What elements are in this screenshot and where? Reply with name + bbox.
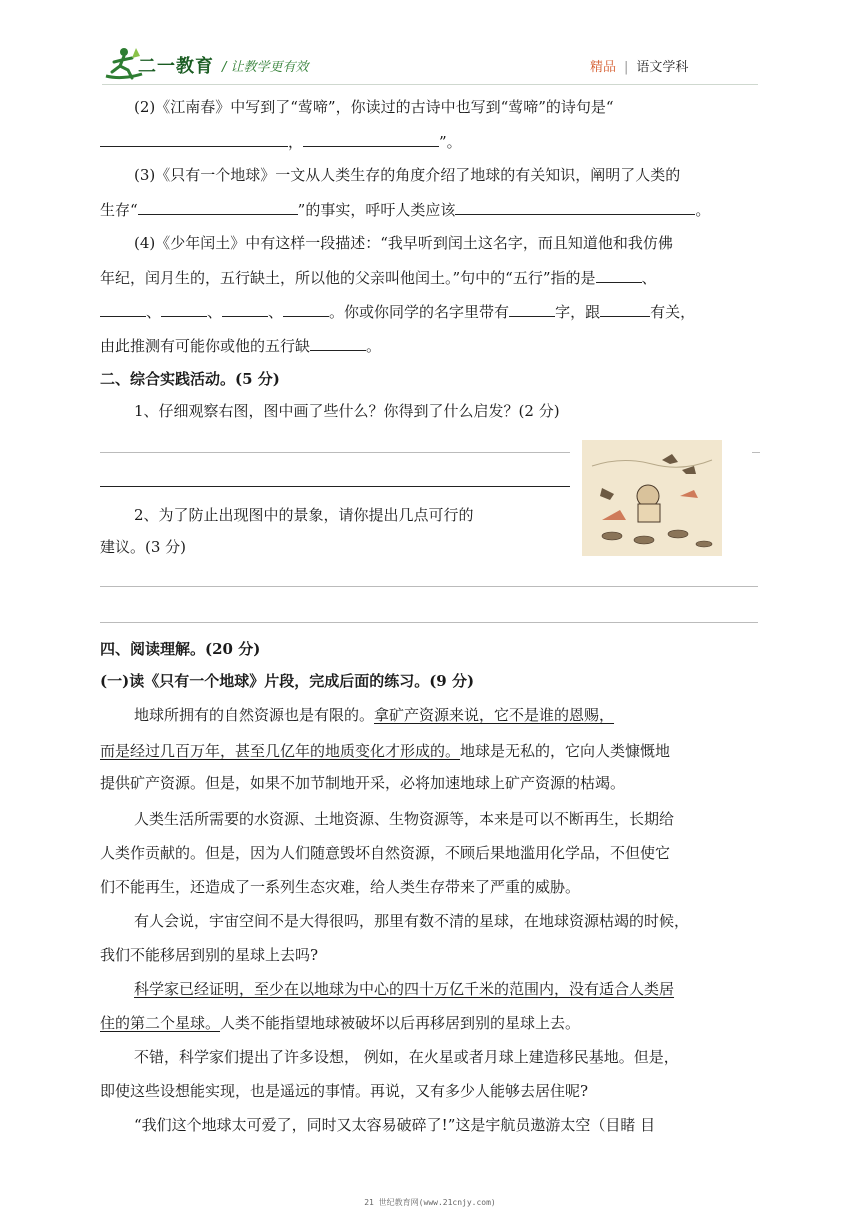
answer-line[interactable] bbox=[100, 486, 570, 487]
brand-label bbox=[590, 56, 688, 75]
passage-p2-line3: 们不能再生，还造成了一系列生态灾难，给人类生存带来了严重的威胁。 bbox=[100, 878, 581, 896]
answer-blank[interactable] bbox=[100, 130, 288, 147]
answer-blank[interactable] bbox=[283, 300, 329, 317]
q2-line2: ， ”。 bbox=[100, 130, 760, 153]
illustration-deforestation-icon bbox=[582, 440, 722, 556]
section2-item2a: 2、为了防止出现图中的景象，请你提出几点可行的 bbox=[134, 506, 474, 524]
q2-line1: (2)《江南春》中写到了“莺啼”，你读过的古诗中也写到“莺啼”的诗句是“ bbox=[134, 98, 614, 116]
underlined-sentence: 住的第二个星球。 bbox=[100, 1014, 221, 1032]
section2-title: 二、综合实践活动。(5 分) bbox=[100, 370, 280, 388]
logo-text: 二一教育 bbox=[138, 56, 214, 77]
answer-blank[interactable] bbox=[509, 300, 555, 317]
q3-line2: 生存“ ”的事实，呼吁人类应该 。 bbox=[100, 198, 760, 221]
passage-p1-line3: 提供矿产资源。但是，如果不加节制地开采，必将加速地球上矿产资源的枯竭。 bbox=[100, 774, 626, 792]
passage-p4-line1 bbox=[100, 978, 760, 1000]
passage-p3-line2: 我们不能移居到别的星球上去吗? bbox=[100, 946, 319, 964]
passage-p5-line1: 不错，科学家们提出了许多设想， 例如，在火星或者月球上建造移民基地。但是， bbox=[134, 1048, 679, 1066]
passage-p1-line2: 而是经过几百万年，甚至几亿年的地质变化才形成的。地球是无私的，它向人类慷慨地 bbox=[100, 742, 671, 760]
answer-line[interactable] bbox=[100, 452, 570, 453]
answer-blank[interactable] bbox=[222, 300, 268, 317]
badge-jingpin: 精品 bbox=[590, 60, 617, 75]
q3-line1: (3)《只有一个地球》一文从人类生存的角度介绍了地球的有关知识，阐明了人类的 bbox=[134, 166, 681, 184]
underlined-sentence: 拿矿产资源来说，它不是谁的恩赐， bbox=[374, 706, 615, 724]
header-divider bbox=[102, 84, 758, 85]
passage-p4-line2: 住的第二个星球。人类不能指望地球被破坏以后再移居到别的星球上去。 bbox=[100, 1014, 581, 1032]
passage-p6-line1: “我们这个地球太可爱了，同时又太容易破碎了!”这是宇航员遨游太空（目睹 目 bbox=[134, 1116, 656, 1134]
passage-p5-line2: 即使这些设想能实现，也是遥远的事情。再说，又有多少人能够去居住呢? bbox=[100, 1082, 589, 1100]
underlined-sentence: 而是经过几百万年，甚至几亿年的地质变化才形成的。 bbox=[100, 742, 461, 760]
passage-p3-line1: 有人会说，宇宙空间不是大得很吗，那里有数不清的星球，在地球资源枯竭的时候， bbox=[134, 912, 690, 930]
answer-blank[interactable] bbox=[161, 300, 207, 317]
answer-blank[interactable] bbox=[100, 300, 146, 317]
passage-p2-line2: 人类作贡献的。但是，因为人们随意毁坏自然资源，不顾后果地滥用化学品，不但使它 bbox=[100, 844, 671, 862]
answer-blank[interactable] bbox=[138, 198, 298, 215]
section4-title: 四、阅读理解。(20 分) bbox=[100, 640, 261, 658]
q4-line3: 、 、 、 。你或你同学的名字里带有 字，跟 有关， bbox=[100, 300, 760, 323]
brand-divider: | bbox=[624, 60, 629, 75]
answer-blank[interactable] bbox=[303, 130, 439, 147]
passage-p2-line1: 人类生活所需要的水资源、土地资源、生物资源等，本来是可以不断再生，长期给 bbox=[134, 810, 675, 828]
answer-line[interactable] bbox=[100, 586, 758, 587]
answer-blank[interactable] bbox=[455, 198, 695, 215]
page-footer: 21 世纪教育网(www.21cnjy.com) bbox=[364, 1198, 496, 1207]
underlined-sentence: 科学家已经证明，至少在以地球为中心的四十万亿千米的范围内，没有适合人类居 bbox=[134, 980, 675, 998]
q4-line4: 由此推测有可能你或他的五行缺 。 bbox=[100, 334, 760, 357]
section2-item2b: 建议。(3 分) bbox=[100, 538, 187, 556]
q4-line1: (4)《少年闰土》中有这样一段描述：“我早听到闰土这名字，而且知道他和我仿佛 bbox=[134, 234, 673, 252]
section4-sub1: (一)读《只有一个地球》片段，完成后面的练习。(9 分) bbox=[100, 672, 475, 690]
passage-p1-line1: 地球所拥有的自然资源也是有限的。拿矿产资源来说，它不是谁的恩赐， bbox=[134, 706, 615, 724]
subject-label: 语文学科 bbox=[636, 60, 689, 75]
answer-blank[interactable] bbox=[596, 266, 642, 283]
slogan: / 让教学更有效 bbox=[222, 60, 309, 75]
answer-line-tail bbox=[752, 452, 760, 453]
answer-line[interactable] bbox=[100, 622, 758, 623]
answer-blank[interactable] bbox=[310, 334, 366, 351]
q4-line2: 年纪，闰月生的，五行缺土，所以他的父亲叫他闰土。”句中的“五行”指的是 、 bbox=[100, 266, 760, 289]
page-header bbox=[0, 0, 860, 92]
section2-item1: 1、仔细观察右图，图中画了些什么？你得到了什么启发？(2 分) bbox=[134, 402, 560, 420]
answer-blank[interactable] bbox=[600, 300, 650, 317]
